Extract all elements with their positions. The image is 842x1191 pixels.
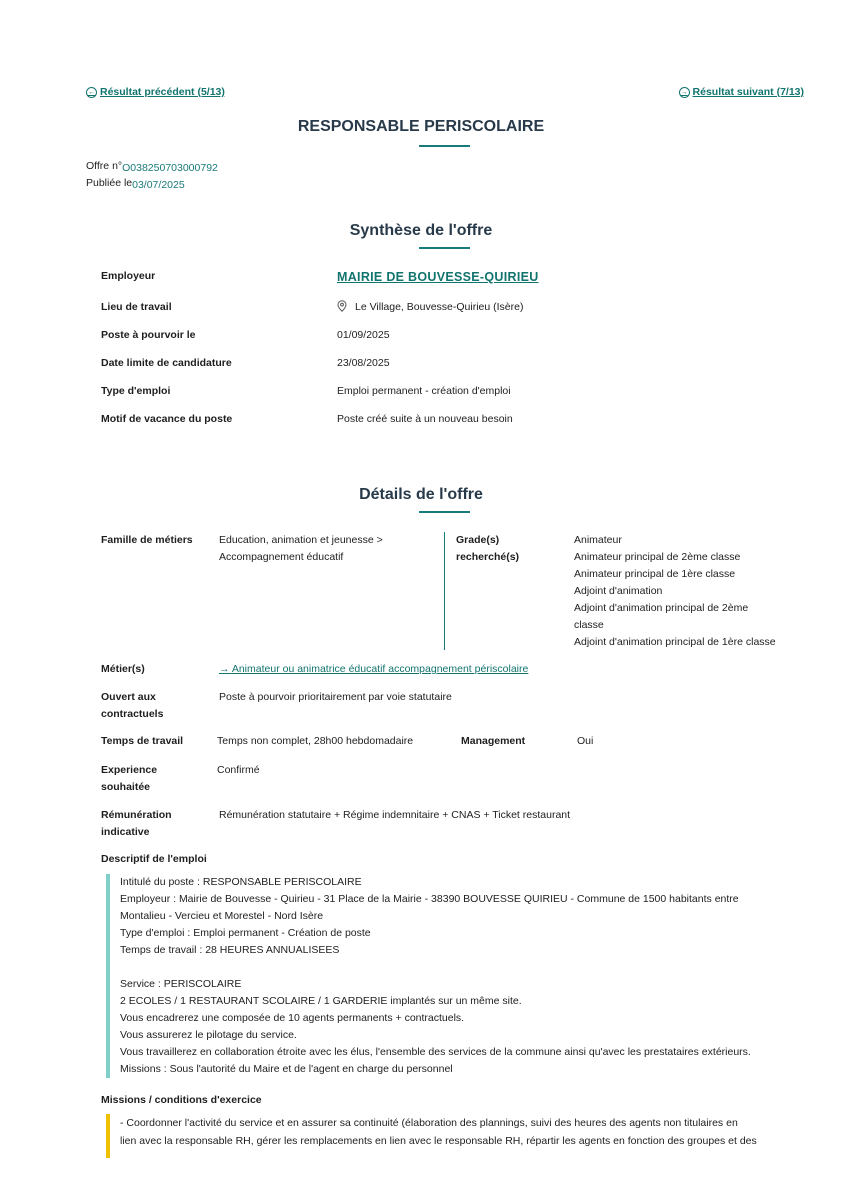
date-limite-label: Date limite de candidature	[101, 357, 232, 369]
previous-result-label: Résultat précédent (5/13)	[100, 86, 225, 98]
management-label: Management	[461, 735, 526, 747]
descriptif-bar	[106, 874, 110, 1078]
ouvert-value: Poste à pourvoir prioritairement par voie statutaire	[219, 691, 452, 703]
famille-line: Accompagnement éducatif	[219, 551, 344, 563]
management-value: Oui	[577, 735, 594, 747]
previous-result-link[interactable]	[86, 86, 225, 98]
descriptif-block	[106, 874, 800, 1078]
published-date	[86, 177, 185, 191]
temps-value: Temps non complet, 28h00 hebdomadaire	[217, 735, 414, 747]
missions-bar	[106, 1114, 110, 1158]
poste-label: Poste à pourvoir le	[101, 329, 196, 341]
grade-label-line: recherché(s)	[456, 551, 520, 563]
descriptif-blank-line	[120, 959, 800, 976]
arrow-right-icon: →	[219, 663, 230, 675]
published-value: 03/07/2025	[132, 179, 185, 191]
grades-list	[574, 532, 776, 651]
descriptif-line: Vous assurerez le pilotage du service.	[120, 1029, 297, 1041]
employeur-value: MAIRIE DE BOUVESSE-QUIRIEU	[337, 270, 539, 284]
type-emploi-value: Emploi permanent - création d'emploi	[337, 385, 511, 397]
date-limite-value: 23/08/2025	[337, 357, 390, 369]
offer-number-value: O038250703000792	[122, 162, 218, 174]
missions-label: Missions / conditions d'exercice	[101, 1094, 262, 1106]
descriptif-line: Intitulé du poste : RESPONSABLE PERISCOLAIRE	[120, 876, 362, 888]
descriptif-line: Vous travaillerez en collaboration étroite avec les élus, l'ensemble des services de la commune ainsi qu'avec les prestataires extérieurs.	[120, 1046, 751, 1058]
grade-item: Adjoint d'animation	[574, 585, 663, 597]
missions-line: - Coordonner l'activité du service et en assurer sa continuité (élaboration des plannings, suivi des heures des agents non titulaires en	[120, 1117, 738, 1129]
grade-label	[456, 532, 519, 566]
lieu-label: Lieu de travail	[101, 301, 172, 313]
remuneration-value: Rémunération statutaire + Régime indemnitaire + CNAS + Ticket restaurant	[219, 809, 571, 821]
remuneration-label-line: Rémunération	[101, 809, 172, 821]
descriptif-line: Vous encadrerez une composée de 10 agents permanents + contractuels.	[120, 1012, 465, 1024]
metier-label: Métier(s)	[101, 663, 145, 675]
offer-number	[86, 160, 218, 174]
temps-label: Temps de travail	[101, 735, 184, 747]
experience-label-line: Experience	[101, 764, 158, 776]
remuneration-label-line: indicative	[101, 826, 150, 838]
title-underline	[419, 145, 470, 147]
synthese-underline	[419, 247, 470, 249]
grade-item: Adjoint d'animation principal de 2ème	[574, 602, 749, 614]
offer-number-label: Offre n°	[86, 160, 123, 172]
descriptif-line: Service : PERISCOLAIRE	[120, 978, 242, 990]
lieu-value	[337, 299, 523, 316]
poste-value: 01/09/2025	[337, 329, 390, 341]
type-emploi-label: Type d'emploi	[101, 385, 171, 397]
location-pin-icon	[337, 300, 347, 312]
famille-line: Education, animation et jeunesse >	[219, 534, 383, 546]
descriptif-label: Descriptif de l'emploi	[101, 853, 207, 865]
descriptif-line: Missions : Sous l'autorité du Maire et de l'agent en charge du personnel	[120, 1063, 453, 1075]
descriptif-line: Employeur : Mairie de Bouvesse - Quirieu - 31 Place de la Mairie - 38390 BOUVESSE QUIRIEU - Commune de 1500 habitants entre	[120, 893, 739, 905]
missions-line: lien avec la responsable RH, gérer les remplacements en lien avec le responsable RH, répartir les agents en fonction des groupes et des	[120, 1135, 757, 1147]
motif-value: Poste créé suite à un nouveau besoin	[337, 413, 513, 425]
experience-value: Confirmé	[217, 764, 260, 776]
published-label: Publiée le	[86, 177, 133, 189]
descriptif-line: Type d'emploi : Emploi permanent - Création de poste	[120, 927, 371, 939]
metier-link[interactable]	[219, 661, 528, 678]
famille-value	[219, 532, 383, 566]
ouvert-label	[101, 689, 163, 723]
missions-spacer	[120, 1150, 800, 1158]
employeur-label: Employeur	[101, 270, 156, 282]
grade-item: classe	[574, 619, 604, 631]
employeur-link[interactable]	[337, 269, 539, 287]
details-title: Détails de l'offre	[359, 486, 483, 503]
descriptif-line: Montalieu - Vercieu et Morestel - Nord Isère	[120, 910, 324, 922]
grade-item: Animateur principal de 1ère classe	[574, 568, 736, 580]
metier-value: Animateur ou animatrice éducatif accompagnement périscolaire	[231, 663, 529, 675]
ouvert-label-line: contractuels	[101, 708, 164, 720]
column-divider	[444, 532, 445, 650]
grade-label-line: Grade(s)	[456, 534, 500, 546]
lieu-text: Le Village, Bouvesse-Quirieu (Isère)	[355, 301, 524, 313]
page-title: RESPONSABLE PERISCOLAIRE	[297, 118, 545, 135]
descriptif-line: Temps de travail : 28 HEURES ANNUALISEES	[120, 944, 340, 956]
grade-item: Animateur	[574, 534, 622, 546]
famille-label: Famille de métiers	[101, 534, 193, 546]
next-result-link[interactable]	[679, 86, 804, 98]
arrow-left-circle-icon: ←	[88, 88, 95, 96]
next-result-label: Résultat suivant (7/13)	[692, 86, 804, 98]
arrow-right-circle-icon: →	[680, 88, 688, 96]
grade-item: Animateur principal de 2ème classe	[574, 551, 741, 563]
missions-block	[106, 1114, 800, 1158]
remuneration-label	[101, 807, 172, 841]
experience-label-line: souhaitée	[101, 781, 151, 793]
ouvert-label-line: Ouvert aux	[101, 691, 156, 703]
synthese-title: Synthèse de l'offre	[349, 222, 493, 239]
experience-label	[101, 762, 157, 796]
motif-label: Motif de vacance du poste	[101, 413, 233, 425]
descriptif-line: 2 ECOLES / 1 RESTAURANT SCOLAIRE / 1 GARDERIE implantés sur un même site.	[120, 995, 522, 1007]
grade-item: Adjoint d'animation principal de 1ère classe	[574, 636, 776, 648]
details-underline	[419, 511, 470, 513]
